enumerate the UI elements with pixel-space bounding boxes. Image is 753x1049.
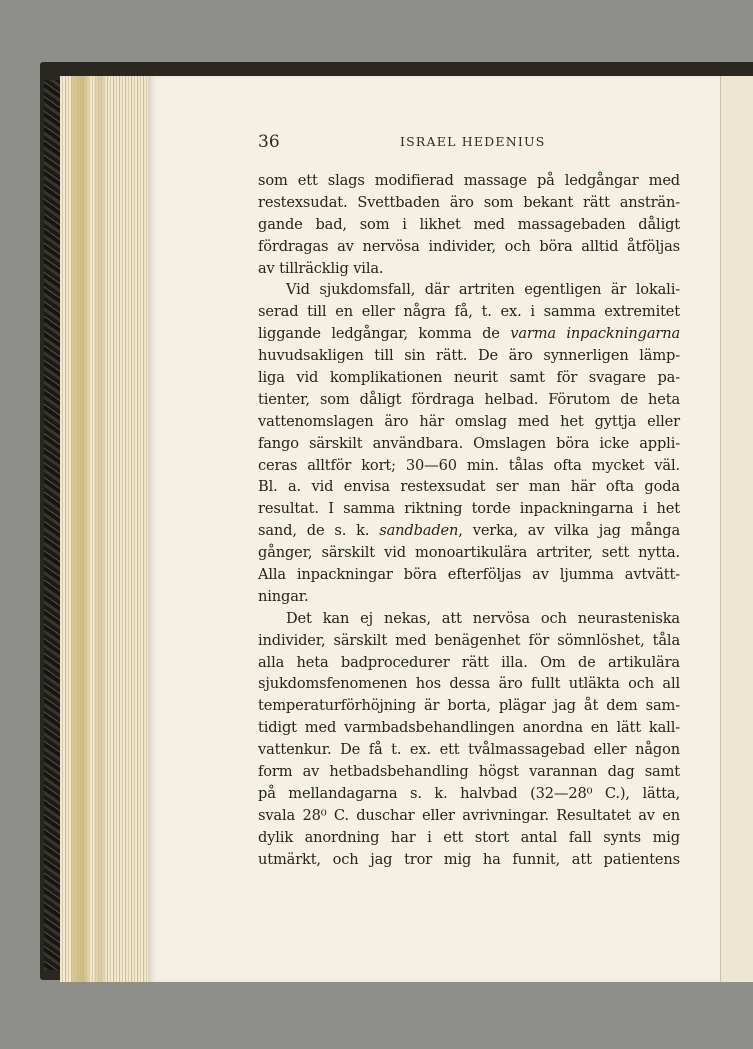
text-line: serad till en eller några få, t. ex. i samma extremitet	[258, 303, 680, 321]
text-line: utmärkt, och jag tror mig ha funnit, att patientens	[258, 850, 680, 868]
italic-term: varma inpackningarna	[510, 325, 680, 343]
text-segment: liggande ledgångar, komma de	[258, 325, 511, 343]
facing-page-edge	[720, 76, 753, 982]
text-segment: , verka, av vilka jag många	[458, 522, 680, 540]
text-line: resultat. I samma riktning torde inpackningarna i het	[258, 500, 680, 518]
text-line: dylik anordning har i ett stort antal fall synts mig	[258, 828, 680, 846]
text-line: form av hetbadsbehandling högst varannan dag samt	[258, 763, 680, 781]
page-number: 36	[258, 132, 280, 152]
text-segment: sand, de s. k.	[258, 522, 380, 540]
text-line: Bl. a. vid envisa restexsudat ser man här ofta goda	[258, 478, 680, 496]
page-stack-shade	[72, 76, 90, 982]
running-title: ISRAEL HEDENIUS	[400, 134, 546, 149]
text-line: vattenkur. De få t. ex. ett tvålmassagebad eller någon	[258, 741, 680, 759]
text-line: gande bad, som i likhet med massagebaden dåligt	[258, 215, 680, 233]
text-line: restexsudat. Svettbaden äro som bekant rätt ansträn-	[258, 193, 680, 211]
text-line: vattenomslagen äro här omslag med het gyttja eller	[258, 412, 680, 430]
page-stack-shade-2	[94, 76, 106, 982]
text-line: Alla inpackningar böra efterföljas av ljumma avtvätt-	[258, 566, 680, 584]
text-line	[258, 520, 680, 542]
text-line: tidigt med varmbadsbehandlingen anordna en lätt kall-	[258, 719, 680, 737]
text-line: individer, särskilt med benägenhet för sömnlöshet, tåla	[258, 631, 680, 649]
text-line: Vid sjukdomsfall, där artriten egentligen är lokali-	[286, 281, 680, 299]
text-line: fördragas av nervösa individer, och böra alltid åtföljas	[258, 237, 680, 255]
text-line: gånger, särskilt vid monoartikulära artriter, sett nytta.	[258, 544, 680, 562]
text-line: sjukdomsfenomenen hos dessa äro fullt utläkta och all	[258, 675, 680, 693]
book-page	[148, 76, 720, 982]
text-line: Det kan ej nekas, att nervösa och neurasteniska	[286, 609, 680, 627]
text-line: ningar.	[258, 587, 309, 605]
text-line: fango särskilt användbara. Omslagen böra icke appli-	[258, 434, 680, 452]
text-line	[258, 323, 680, 345]
text-line: temperaturförhöjning är borta, plägar jag åt dem sam-	[258, 697, 680, 715]
text-line: alla heta badprocedurer rätt illa. Om de artikulära	[258, 653, 680, 671]
page-stack-edges	[60, 76, 152, 982]
text-line: av tillräcklig vila.	[258, 259, 384, 277]
italic-term: sandbaden	[379, 522, 459, 540]
text-line: svala 28⁰ C. duschar eller avrivningar. Resultatet av en	[258, 806, 680, 824]
body-text	[258, 170, 680, 871]
text-line: på mellandagarna s. k. halvbad (32—28⁰ C.), lätta,	[258, 784, 680, 802]
text-line: liga vid komplikationen neurit samt för svagare pa-	[258, 369, 680, 387]
text-line: tienter, som dåligt fördraga helbad. Förutom de heta	[258, 390, 680, 408]
text-line: som ett slags modifierad massage på ledgångar med	[258, 172, 680, 189]
text-line: ceras alltför kort; 30—60 min. tålas ofta mycket väl.	[258, 456, 680, 474]
text-line: huvudsakligen till sin rätt. De äro synnerligen lämp-	[258, 347, 680, 365]
